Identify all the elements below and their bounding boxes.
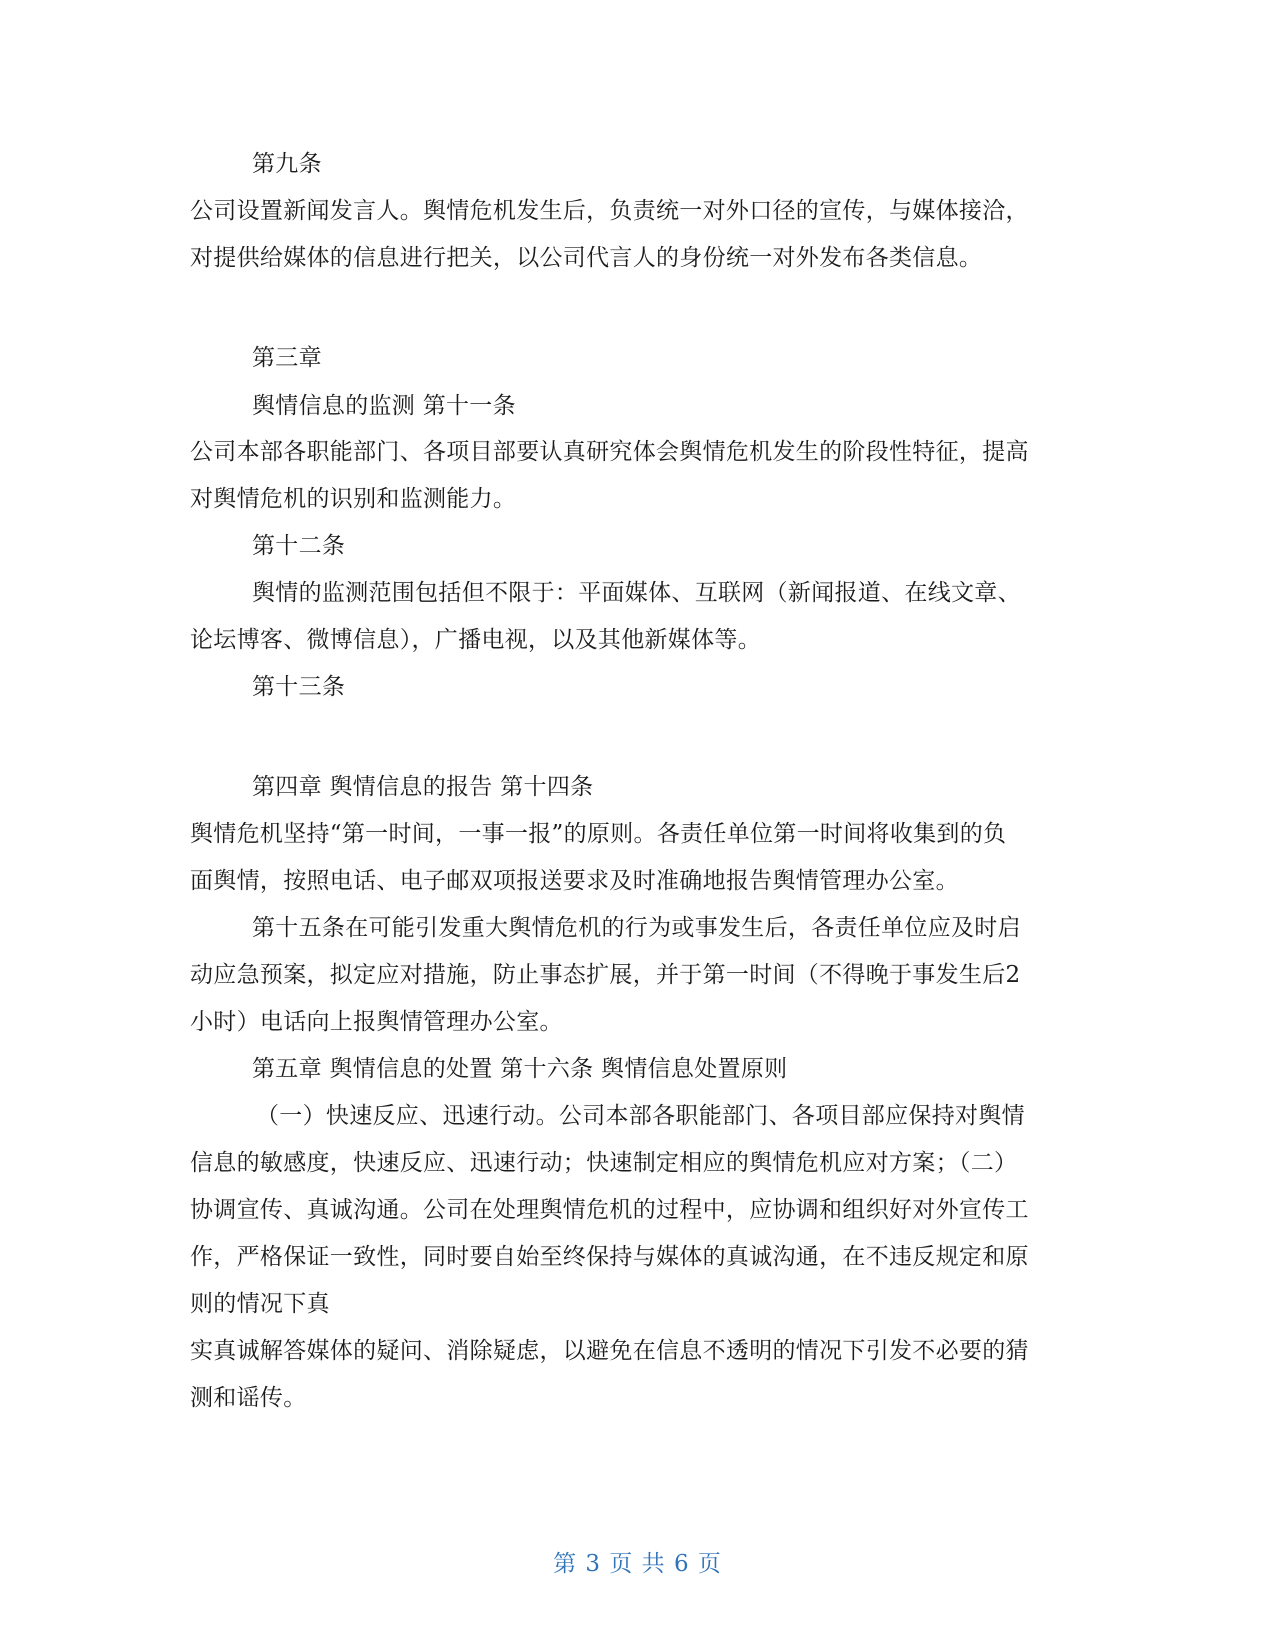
article-12-heading: 第十二条 xyxy=(252,533,346,559)
article-9-line-1: 公司设置新闻发言人。舆情危机发生后，负责统一对外口径的宣传，与媒体接洽， xyxy=(190,198,1029,224)
article-16-line-2: 信息的敏感度，快速反应、迅速行动；快速制定相应的舆情危机应对方案；（二） xyxy=(190,1150,1018,1176)
article-13-heading: 第十三条 xyxy=(252,674,346,700)
article-11-line-1: 公司本部各职能部门、各项目部要认真研究体会舆情危机发生的阶段性特征，提高 xyxy=(190,439,1029,465)
page-number-footer: 第 3 页 共 6 页 xyxy=(553,1551,722,1577)
article-15-line-2: 动应急预案，拟定应对措施，防止事态扩展，并于第一时间（不得晚于事发生后2 xyxy=(190,962,1021,988)
article-14-line-2: 面舆情，按照电话、电子邮双项报送要求及时准确地报告舆情管理办公室。 xyxy=(190,868,959,894)
article-16-line-5: 则的情况下真 xyxy=(190,1291,330,1317)
article-9-heading: 第九条 xyxy=(252,151,322,177)
article-12-line-1: 舆情的监测范围包括但不限于：平面媒体、互联网（新闻报道、在线文章、 xyxy=(252,580,1021,606)
article-14-line-1: 舆情危机坚持“第一时间，一事一报”的原则。各责任单位第一时间将收集到的负 xyxy=(190,821,1007,847)
article-16-line-1: （一）快速反应、迅速行动。公司本部各职能部门、各项目部应保持对舆情 xyxy=(256,1103,1025,1129)
article-16-line-6: 实真诚解答媒体的疑问、消除疑虑，以避免在信息不透明的情况下引发不必要的猜 xyxy=(190,1338,1029,1364)
chapter-3-subheading: 舆情信息的监测 第十一条 xyxy=(252,393,516,419)
article-16-line-3: 协调宣传、真诚沟通。公司在处理舆情危机的过程中，应协调和组织好对外宣传工 xyxy=(190,1197,1029,1223)
chapter-4-heading: 第四章 舆情信息的报告 第十四条 xyxy=(252,774,594,800)
article-11-line-2: 对舆情危机的识别和监测能力。 xyxy=(190,486,517,512)
article-16-line-4: 作，严格保证一致性，同时要自始至终保持与媒体的真诚沟通，在不违反规定和原 xyxy=(190,1244,1029,1270)
article-15-line-1: 第十五条在可能引发重大舆情危机的行为或事发生后，各责任单位应及时启 xyxy=(252,915,1021,941)
article-16-line-7: 测和谣传。 xyxy=(190,1385,307,1411)
chapter-3-heading: 第三章 xyxy=(252,345,322,371)
chapter-5-heading: 第五章 舆情信息的处置 第十六条 舆情信息处置原则 xyxy=(252,1056,788,1082)
article-15-line-3: 小时）电话向上报舆情管理办公室。 xyxy=(190,1009,563,1035)
article-12-line-2: 论坛博客、微博信息），广播电视，以及其他新媒体等。 xyxy=(190,627,761,653)
article-9-line-2: 对提供给媒体的信息进行把关，以公司代言人的身份统一对外发布各类信息。 xyxy=(190,245,983,271)
